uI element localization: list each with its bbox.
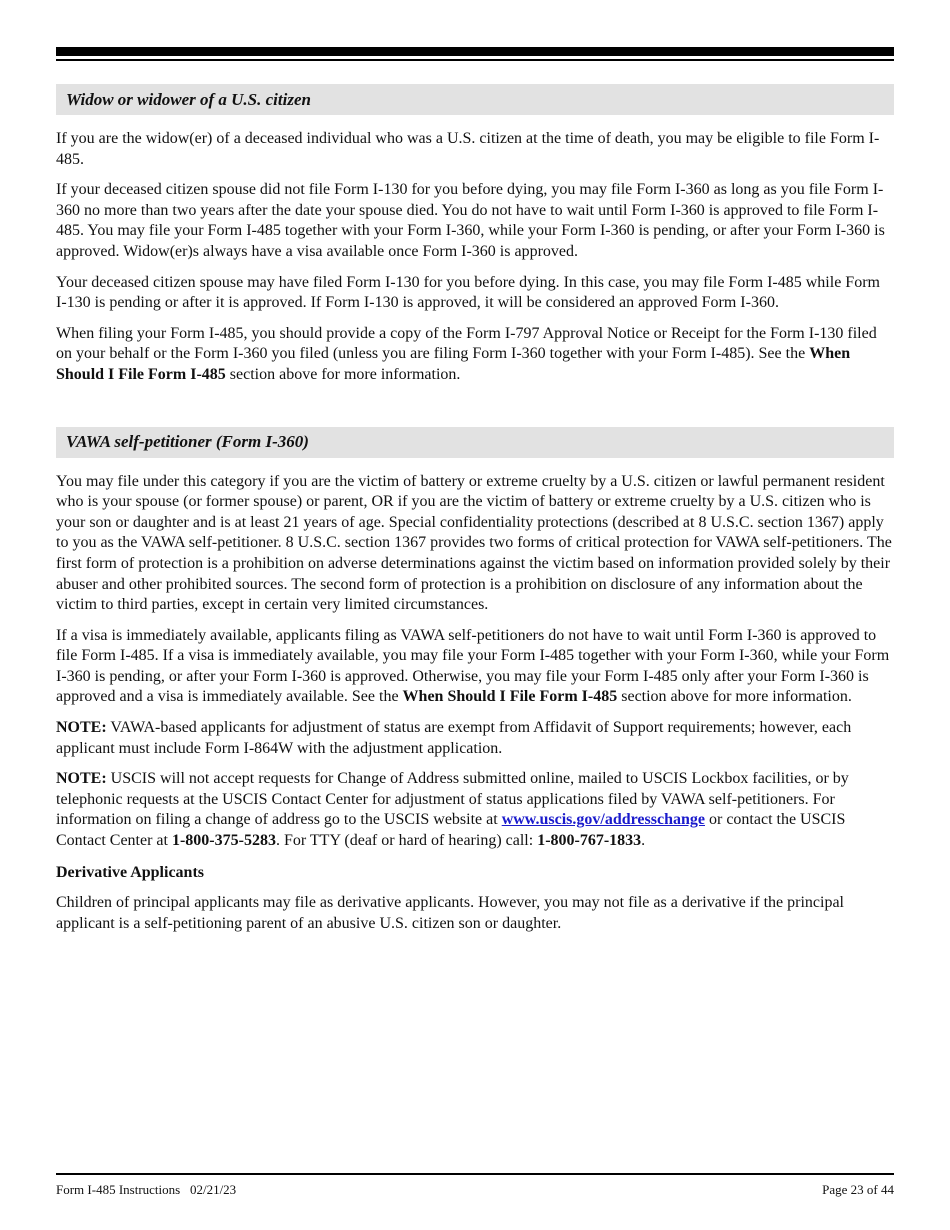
footer-rule bbox=[56, 1173, 894, 1175]
section-heading-vawa bbox=[56, 427, 894, 458]
page-footer bbox=[56, 1182, 894, 1198]
note-1-text: VAWA-based applicants for adjustment of status are exempt from Affidavit of Support requirements; however, each applicant must include Form I-864W with the adjustment application. bbox=[56, 719, 852, 757]
widow-p4-bold: When Should I File Form I-485 bbox=[56, 345, 851, 383]
section-heading-widow-text: Widow or widower of a U.S. citizen bbox=[66, 89, 311, 109]
section-heading-vawa-text: VAWA self-petitioner (Form I-360) bbox=[66, 432, 309, 452]
widow-paragraph-1: If you are the widow(er) of a deceased individual who was a U.S. citizen at the time of death, you may be eligible to file Form I-485. bbox=[56, 130, 880, 168]
widow-paragraph-2: If your deceased citizen spouse did not file Form I-130 for you before dying, you may file Form I-360 as long as you file Form I-360 no more than two years after the date your spouse died. You do not have to wait until Form I-360 is approved to file Form I-485. You may file your Form I-485 together with your Form I-360, while your Form I-360 is pending, or after your Form I-360 is approved. Widow(er)s always have a visa available once Form I-360 is approved. bbox=[56, 181, 885, 260]
vawa-p2-text-post: section above for more information. bbox=[617, 688, 852, 706]
section-heading-widow bbox=[56, 84, 894, 115]
vawa-p2-text-pre: If a visa is immediately available, applicants filing as VAWA self-petitioners do not have to wait until Form I-360 is approved to file Form I-485. If a visa is immediately available, you may file your Form I-485 together with your Form I-360, while your Form I-360 is pending, or after your Form I-360 is approved. Otherwise, you may file your Form I-485 only after your Form I-360 is approved and a visa is immediately available. See the bbox=[56, 626, 890, 706]
note-2-end: . bbox=[641, 832, 646, 850]
vawa-p2-bold: When Should I File Form I-485 bbox=[402, 688, 618, 706]
note-2 bbox=[56, 769, 894, 851]
note-2-mid2: . For TTY (deaf or hard of hearing) call: bbox=[275, 832, 538, 850]
derivative-applicants-text: Children of principal applicants may file as derivative applicants. However, you may not file as a derivative if the principal applicant is a self-petitioning parent of an abusive U.S. citizen son or daughter. bbox=[56, 894, 844, 932]
note-2-label: NOTE: bbox=[56, 770, 107, 788]
top-thick-rule bbox=[56, 47, 894, 56]
widow-p4-text-pre: When filing your Form I-485, you should provide a copy of the Form I-797 Approval Notice or Receipt for the Form I-130 filed on your behalf or the Form I-360 you filed (unless you are filing Form I-360 together with your Form I-485). See the bbox=[56, 324, 877, 363]
page-content bbox=[56, 84, 894, 934]
note-2-mid: or contact the USCIS Contact Center at bbox=[56, 811, 846, 850]
widow-paragraph-3: Your deceased citizen spouse may have filed Form I-130 for you before dying. In this case, you may file Form I-485 while Form I-130 is pending or after it is approved. If Form I-130 is approved, it will be considered an approved Form I-360. bbox=[56, 273, 880, 312]
derivative-applicants-heading: Derivative Applicants bbox=[56, 863, 204, 881]
note-1-label: NOTE: bbox=[56, 719, 107, 737]
widow-p4-text-post: section above for more information. bbox=[225, 365, 461, 383]
vawa-paragraph-1: You may file under this category if you are the victim of battery or extreme cruelty by a U.S. citizen or lawful permanent resident who is your spouse (or former spouse) or parent, OR if you are the victim of battery or extreme cruelty by a U.S. citizen who is your son or daughter and is at least 21 years of age. Special confidentiality protections (described at 8 U.S.C. section 1367) apply to you as the VAWA self-petitioner. 8 U.S.C. section 1367 provides two forms of critical protection for VAWA self-petitioners. The first form of protection is a prohibition on adverse determinations against the victim based on information provided solely by their abuser and other prohibited sources. The second form of protection is a prohibition on disclosure of any information about the victim to third parties, except in certain very limited circumstances. bbox=[56, 472, 892, 614]
footer-page-number: Page 23 of 44 bbox=[822, 1182, 894, 1197]
note-1 bbox=[56, 718, 894, 759]
vawa-paragraph-2 bbox=[56, 626, 894, 708]
widow-paragraph-4 bbox=[56, 324, 894, 386]
contact-phone: 1-800-375-5283 bbox=[171, 832, 276, 850]
tty-phone: 1-800-767-1833 bbox=[537, 832, 642, 850]
address-change-link[interactable]: www.uscis.gov/addresschange bbox=[501, 811, 705, 829]
note-2-text: USCIS will not accept requests for Change of Address submitted online, mailed to USCIS Lockbox facilities, or by telephonic requests at the USCIS Contact Center for adjustment of status applications filed by VAWA self-petitioners. For information on filing a change of address go to the USCIS website at bbox=[56, 770, 849, 829]
top-thin-rule bbox=[56, 59, 894, 61]
footer-form-info: Form I-485 Instructions 02/21/23 bbox=[56, 1182, 237, 1197]
